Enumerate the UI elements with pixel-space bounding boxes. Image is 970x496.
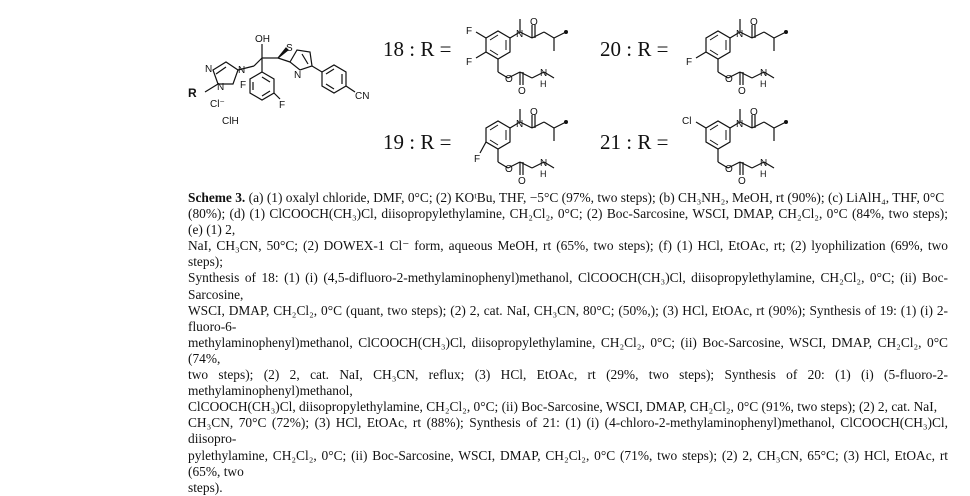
core-cn: CN <box>355 91 370 102</box>
label-compound-18: 18 : R = <box>383 37 452 61</box>
s20-h: H <box>760 79 767 89</box>
s20-o3: O <box>738 86 746 97</box>
s18-o3: O <box>518 86 526 97</box>
s18-o2: O <box>505 74 513 85</box>
structure-20 <box>686 17 788 97</box>
caption-line-1 <box>188 190 948 206</box>
scheme-caption <box>188 190 948 496</box>
caption-heading: Scheme 3. <box>188 190 246 205</box>
s19-o1: O <box>530 107 538 118</box>
s21-o3: O <box>738 176 746 187</box>
core-molecule <box>205 44 355 100</box>
s18-o1: O <box>530 17 538 28</box>
s21-o2: O <box>725 164 733 175</box>
s18-n: N <box>516 29 524 40</box>
caption-line-3: NaI, CH₃CN, 50°C; (2) DOWEX-1 Cl⁻ form, aqueous MeOH, rt (65%, two steps); (f) (1) HCl, EtOAc, rt; (2) lyophilization (69%, two steps); <box>188 238 948 270</box>
s21-h: H <box>760 169 767 179</box>
s19-n: N <box>516 119 524 130</box>
s20-nh: N <box>760 68 768 79</box>
caption-line-6: methylaminophenyl)methanol, ClCOOCH(CH₃)Cl, diisopropylethylamine, CH₂Cl₂, 0°C; (ii) Boc-Sarcosine, WSCI, DMAP, CH₂Cl₂, 0°C (74%, <box>188 334 948 366</box>
core-n-ring1: N <box>205 64 213 75</box>
structure-21 <box>682 107 788 187</box>
core-cl-minus: Cl⁻ <box>210 99 225 110</box>
s19-o2: O <box>505 164 513 175</box>
caption-line-1-text: (a) (1) oxalyl chloride, DMF, 0°C; (2) KOᵗBu, THF, −5°C (97%, two steps); (b) CH₃NH₂, MeOH, rt (90%); (c) LiAlH₄, THF, 0°C <box>248 190 945 205</box>
label-compound-21: 21 : R = <box>600 130 669 154</box>
s20-n: N <box>736 29 744 40</box>
caption-line-5: WSCI, DMAP, CH₂Cl₂, 0°C (quant, two steps); (2) 2, cat. NaI, CH₃CN, 80°C; (50%,); (3) HCl, EtOAc, rt (90%); Synthesis of 19: (1) (i) 2-fluoro-6- <box>188 302 948 334</box>
structure-18 <box>466 17 568 97</box>
s19-f: F <box>474 154 481 165</box>
s21-o1: O <box>750 107 758 118</box>
s19-o3: O <box>518 176 526 187</box>
core-n-thiazole: N <box>294 70 302 81</box>
s19-h: H <box>540 169 547 179</box>
caption-line-7: two steps); (2) 2, cat. NaI, CH₃CN, reflux; (3) HCl, EtOAc, rt (29%, two steps); Synthesis of 20: (1) (i) (5-fluoro-2-methylaminophenyl)methanol, <box>188 367 948 399</box>
caption-line-4: Synthesis of 18: (1) (i) (4,5-difluoro-2-methylaminophenyl)methanol, ClCOOCH(CH₃)Cl, diisopropylethylamine, CH₂Cl₂, 0°C; (ii) Boc-Sarcosine, <box>188 270 948 302</box>
caption-line-8: ClCOOCH(CH₃)Cl, diisopropylethylamine, CH₂Cl₂, 0°C; (ii) Boc-Sarcosine, WSCI, DMAP, CH₂Cl₂, 0°C (91%, two steps); (2) 2, cat. NaI, <box>188 399 938 415</box>
caption-line-11: steps). <box>188 479 223 495</box>
core-r-label: R <box>188 86 197 100</box>
core-oh: OH <box>255 34 270 45</box>
core-f2: F <box>279 100 286 111</box>
s18-f1: F <box>466 26 473 37</box>
label-compound-20: 20 : R = <box>600 37 669 61</box>
s21-nh: N <box>760 158 768 169</box>
s20-o2: O <box>725 74 733 85</box>
s21-n: N <box>736 119 744 130</box>
caption-line-9: CH₃CN, 70°C (72%); (3) HCl, EtOAc, rt (88%); Synthesis of 21: (1) (i) (4-chloro-2-methylaminophenyl)methanol, ClCOOCH(CH₃)Cl, diisopro- <box>188 415 948 447</box>
s18-nh: N <box>540 68 548 79</box>
structure-19 <box>474 107 568 187</box>
label-compound-19: 19 : R = <box>383 130 452 154</box>
core-f1: F <box>240 80 247 91</box>
s20-f: F <box>686 57 693 68</box>
reaction-scheme <box>0 0 970 190</box>
core-n-ring2: N <box>238 65 246 76</box>
s21-cl: Cl <box>682 116 692 127</box>
caption-line-2: (80%); (d) (1) ClCOOCH(CH₃)Cl, diisopropylethylamine, CH₂Cl₂, 0°C; (2) Boc-Sarcosine, WSCI, DMAP, CH₂Cl₂, 0°C (84%, two steps); (e) (1) 2, <box>188 206 948 238</box>
core-s: S <box>286 43 293 54</box>
s18-f2: F <box>466 57 473 68</box>
s19-nh: N <box>540 158 548 169</box>
s18-h: H <box>540 79 547 89</box>
core-cih: ClH <box>222 116 239 127</box>
caption-line-10: pylethylamine, CH₂Cl₂, 0°C; (ii) Boc-Sarcosine, WSCI, DMAP, CH₂Cl₂, 0°C (71%, two steps); (2) 2, CH₃CN, 65°C; (3) HCl, EtOAc, rt (65%, two <box>188 447 948 479</box>
core-n-plus: N <box>217 82 225 93</box>
s20-o1: O <box>750 17 758 28</box>
